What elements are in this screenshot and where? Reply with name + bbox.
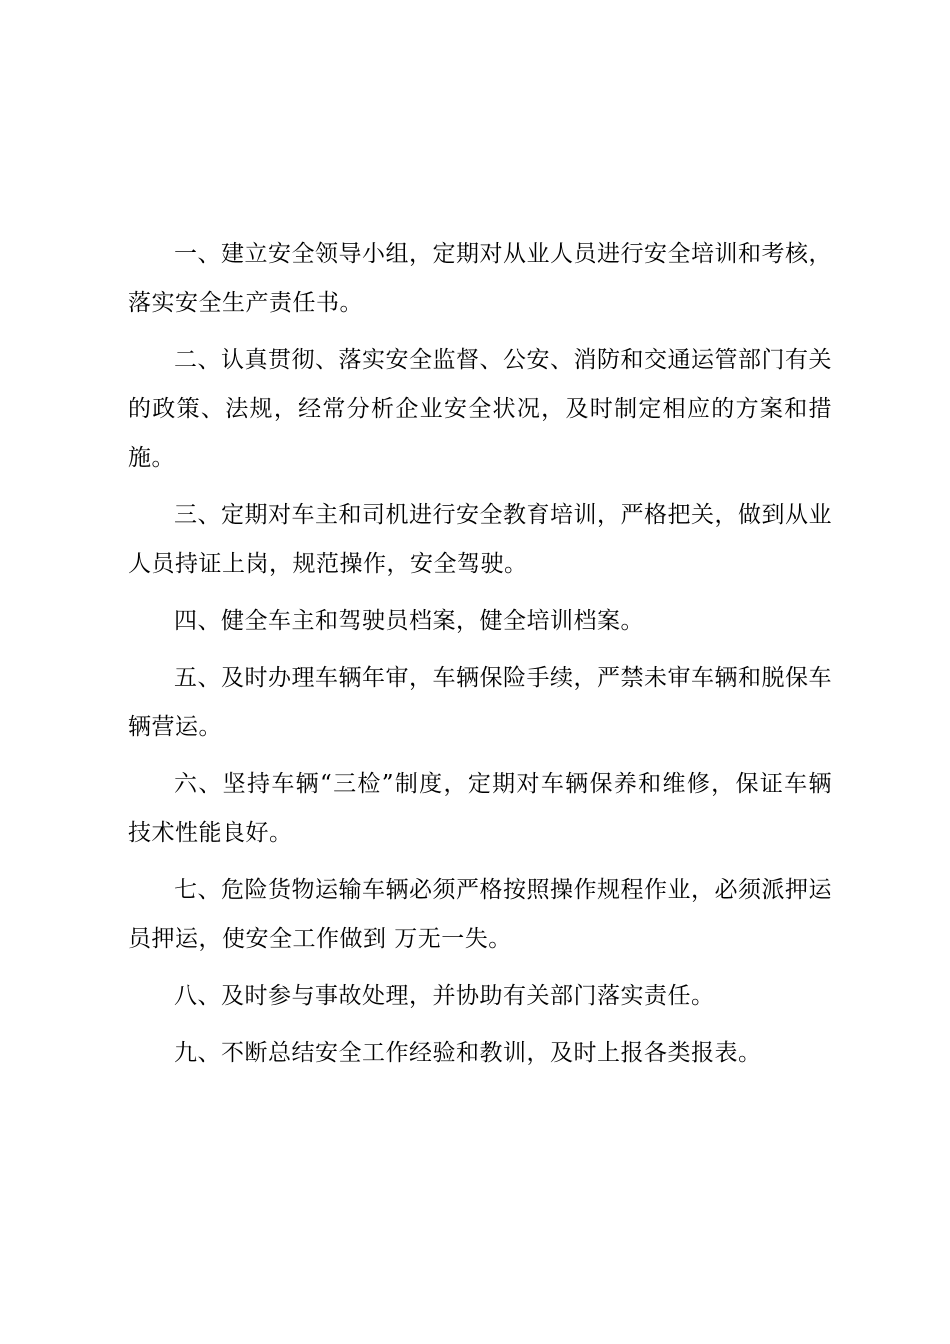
paragraph-9: 九、不断总结安全工作经验和教训，及时上报各类报表。 [174,1040,762,1066]
paragraph-6: 六、坚持车辆“三检”制度，定期对车辆保养和维修，保证车辆技术性能良好。 [128,771,832,846]
paragraph-5: 五、及时办理车辆年审，车辆保险手续，严禁未审车辆和脱保车辆营运。 [128,665,832,740]
paragraph-7: 七、危险货物运输车辆必须严格按照操作规程作业，必须派押运员押运，使安全工作做到 万无一失。 [128,877,832,952]
paragraph-4: 四、健全车主和驾驶员档案，健全培训档案。 [174,608,644,634]
paragraph-2: 二、认真贯彻、落实安全监督、公安、消防和交通运管部门有关的政策、法规，经常分析企业安全状况，及时制定相应的方案和措施。 [128,347,832,471]
document-body [128,230,832,1086]
paragraph-3: 三、定期对车主和司机进行安全教育培训，严格把关，做到从业人员持证上岗，规范操作，安全驾驶。 [128,502,832,577]
paragraph-8: 八、及时参与事故处理，并协助有关部门落实责任。 [174,983,715,1009]
paragraph-1: 一、建立安全领导小组，定期对从业人员进行安全培训和考核，落实安全生产责任书。 [128,241,832,316]
